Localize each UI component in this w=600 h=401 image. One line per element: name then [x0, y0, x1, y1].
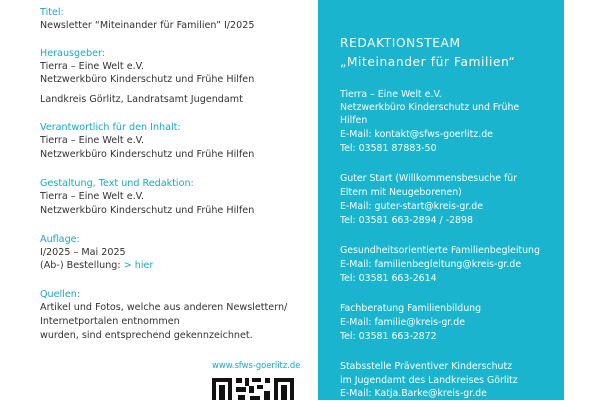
b1-tel: Tel: 03581 87883-50 [340, 143, 437, 154]
redaktionsteam-panel [318, 0, 564, 400]
herausgeber-line-1: Tierra – Eine Welt e.V. [40, 61, 145, 72]
bestellung-link[interactable]: > hier [123, 260, 154, 271]
bestellung-line [40, 259, 153, 272]
website-link[interactable]: www.sfws-goerlitz.de [212, 360, 301, 370]
titel-label: Titel: [40, 7, 64, 18]
quellen-label: Quellen: [40, 289, 81, 300]
verantwortlich-label: Verantwortlich für den Inhalt: [40, 122, 181, 133]
gestaltung-label: Gestaltung, Text und Redaktion: [40, 178, 194, 189]
gestaltung-line-2: Netzwerkbüro Kinderschutz und Frühe Hilfen [40, 205, 255, 216]
b1-line-3: Hilfen [340, 115, 368, 126]
b3-tel: Tel: 03581 663-2614 [340, 273, 437, 284]
herausgeber-line-2: Netzwerkbüro Kinderschutz und Frühe Hilfen [40, 74, 255, 85]
auflage-label: Auflage: [40, 234, 80, 245]
verantwortlich-line-1: Tierra – Eine Welt e.V. [40, 135, 145, 146]
b5-email[interactable]: E-Mail: Katja.Barke@kreis-gr.de [340, 388, 487, 399]
herausgeber-line-3: Landkreis Görlitz, Landratsamt Jugendamt [40, 94, 243, 105]
b2-tel: Tel: 03581 663-2894 / -2898 [340, 215, 473, 226]
quellen-line-2: Internetportalen entnommen [40, 316, 180, 327]
b2-line-2: Eltern mit Neugeborenen) [340, 187, 462, 198]
quellen-line-1: Artikel und Fotos, welche aus anderen Newslettern/ [40, 302, 288, 313]
panel-heading-1: REDAKTIONSTEAM [340, 36, 461, 50]
b3-line-1: Gesundheitsorientierte Familienbegleitung [340, 245, 540, 256]
quellen-line-3: wurden, sind entsprechend gekennzeichnet. [40, 330, 253, 341]
b4-tel: Tel: 03581 663-2872 [340, 331, 437, 342]
b4-line-1: Fachberatung Familienbildung [340, 303, 482, 314]
bestellung-text: (Ab-) Bestellung: [40, 260, 121, 271]
b1-line-2: Netzwerkbüro Kinderschutz und Frühe [340, 102, 520, 113]
b5-line-1: Stabsstelle Präventiver Kinderschutz [340, 361, 513, 372]
titel-value: Newsletter “Miteinander für Familien” I/2025 [40, 20, 255, 31]
b2-email[interactable]: E-Mail: guter-start@kreis-gr.de [340, 201, 484, 212]
b2-line-1: Guter Start (Willkommensbesuche für [340, 173, 518, 184]
b5-line-2: im Jugendamt des Landkreises Görlitz [340, 375, 518, 386]
auflage-line-1: I/2025 – Mai 2025 [40, 247, 126, 258]
panel-heading-2: „Miteinander für Familien“ [340, 55, 516, 69]
gestaltung-line-1: Tierra – Eine Welt e.V. [40, 191, 145, 202]
qr-code-icon[interactable] [212, 376, 300, 400]
herausgeber-label: Herausgeber: [40, 48, 106, 59]
b3-email[interactable]: E-Mail: familienbegleitung@kreis-gr.de [340, 259, 522, 270]
b1-line-1: Tierra – Eine Welt e.V. [340, 89, 442, 100]
b1-email[interactable]: E-Mail: kontakt@sfws-goerlitz.de [340, 129, 493, 140]
verantwortlich-line-2: Netzwerkbüro Kinderschutz und Frühe Hilfen [40, 149, 255, 160]
b4-email[interactable]: E-Mail: familie@kreis-gr.de [340, 317, 465, 328]
